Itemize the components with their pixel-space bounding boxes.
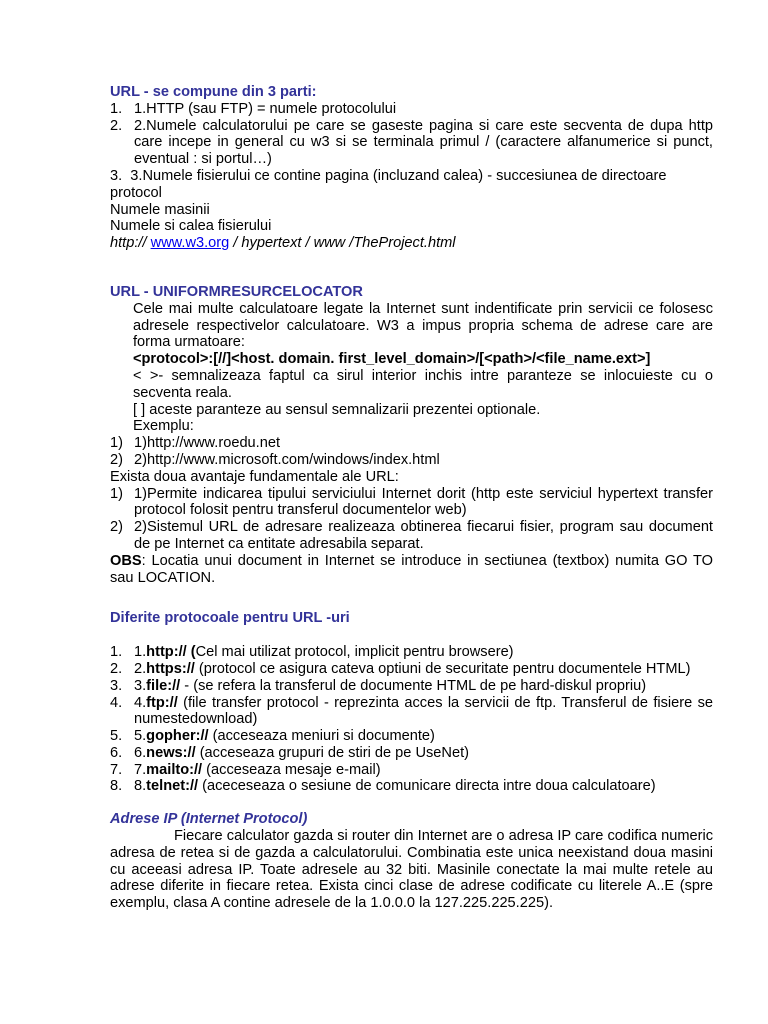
list-item-text: (protocol ce asigura cateva optiuni de securitate pentru documentele HTML)	[194, 660, 691, 677]
list-marker: 5.	[110, 728, 123, 745]
list-marker: 7.	[110, 761, 123, 778]
list-item	[110, 452, 713, 469]
section-title-url-parts: URL - se compune din 3 parti:	[110, 84, 317, 100]
list-marker: 2)	[110, 519, 123, 536]
item-number: 6.	[134, 744, 147, 761]
text-line: protocol	[110, 184, 162, 201]
section-title-url: URL - UNIFORMRESURCELOCATOR	[110, 283, 363, 300]
list-item-text: Cel mai utilizat protocol, implicit pentru browsere)	[195, 644, 514, 661]
list-item-text: - (se refera la transferul de documente HTML de pe hard-diskul propriu)	[180, 677, 647, 694]
list-item	[110, 661, 713, 678]
list-item-3	[110, 168, 713, 185]
list-marker: 8.	[110, 778, 123, 795]
list-marker: 3.	[110, 167, 123, 184]
url-schema: <protocol>:[//]<host. domain. first_level_domain>/[<path>/<file_name.ext>]	[133, 351, 651, 368]
url-parts-list	[110, 101, 713, 168]
list-item-text: 2)http://www.microsoft.com/windows/index.html	[134, 451, 440, 468]
list-marker: 3.	[110, 677, 123, 694]
protocol-name: news://	[146, 744, 196, 761]
section-title-protocols: Diferite protocoale pentru URL -uri	[110, 610, 350, 627]
paragraph: Fiecare calculator gazda si router din Internet are o adresa IP care codifica numeric adresa de retea si de gazda a calculatorului. Combinatia este unica neexistand doua masini cu aceeasi adresa IP. Toate adresele au 32 biti. Masinile conectate la mai multe retele au adrese diferite in fiecare retea. Exista cinci clase de adrese codificate cu literele A..E (spre exemplu, clasa A contine adresele de la 1.0.0.0 la 127.225.225.225).	[110, 828, 713, 912]
list-item	[110, 762, 713, 779]
list-marker: 2.	[110, 660, 123, 677]
list-marker: 1.	[110, 644, 123, 661]
item-number: 3.	[134, 677, 147, 694]
list-marker: 2.	[110, 117, 123, 134]
list-item	[110, 118, 713, 168]
protocol-name: mailto://	[146, 761, 203, 778]
list-item-text: 3.Numele fisierului ce contine pagina (incluzand calea) - succesiunea de directoare	[130, 167, 667, 184]
paragraph: Exista doua avantaje fundamentale ale URL:	[110, 468, 399, 485]
list-item	[110, 745, 713, 762]
example-list	[110, 435, 713, 469]
list-item-text: 1)http://www.roedu.net	[134, 435, 281, 452]
list-marker: 1.	[110, 100, 123, 117]
document-page	[110, 84, 713, 912]
item-number: 7.	[134, 761, 147, 778]
advantages-list	[110, 486, 713, 553]
obs-note	[110, 553, 713, 587]
list-item-text: 1.HTTP (sau FTP) = numele protocolului	[134, 100, 397, 117]
list-item	[110, 435, 713, 452]
url-suffix: / hypertext / www /TheProject.html	[229, 235, 456, 252]
list-item-text: (acceseaza meniuri si documente)	[208, 728, 435, 745]
list-item	[110, 778, 713, 795]
obs-label: OBS	[110, 552, 142, 569]
list-item-text: 2)Sistemul URL de adresare realizeaza obtinerea fiecarui fisier, program sau document de pe Internet ca entitate adresabila separat.	[134, 519, 713, 552]
item-number: 4.	[134, 694, 147, 711]
list-marker: 1)	[110, 435, 123, 452]
item-number: 5.	[134, 728, 147, 745]
list-item	[110, 519, 713, 553]
protocol-name: http:// (	[146, 644, 196, 661]
list-item-text: (file transfer protocol - reprezinta acces la servicii de ftp. Transferul de fisiere se numestedownload)	[134, 694, 713, 728]
protocol-name: file://	[146, 677, 181, 694]
example-label: Exemplu:	[133, 418, 194, 435]
paragraph: [ ] aceste paranteze au sensul semnalizarii prezentei optionale.	[133, 401, 541, 418]
list-item-text: (aceceseaza o sesiune de comunicare directa intre doua calculatoare)	[198, 778, 656, 795]
list-marker: 1)	[110, 485, 123, 502]
paragraph: Cele mai multe calculatoare legate la Internet sunt indentificate prin servicii ce folosesc adresele respectivelor calculatoare. W3 a impus propria schema de adrese care are forma urmatoare:	[133, 300, 713, 351]
section-title-ip: Adrese IP (Internet Protocol)	[110, 811, 308, 828]
list-item-text: (acceseaza grupuri de stiri de pe UseNet)	[195, 744, 469, 761]
list-item-text: 1)Permite indicarea tipului serviciului Internet dorit (http este serviciul hypertext transfer protocol folosit pentru transferul documentelor web)	[134, 485, 713, 519]
protocol-list	[110, 644, 713, 795]
list-item	[110, 695, 713, 729]
list-item	[110, 728, 713, 745]
text-line: Numele si calea fisierului	[110, 218, 272, 235]
protocol-name: telnet://	[146, 778, 199, 795]
protocol-name: gopher://	[146, 728, 209, 745]
item-number: 8.	[134, 778, 147, 795]
text-line: Numele masinii	[110, 201, 210, 218]
list-item-text: 2.Numele calculatorului pe care se gaseste pagina si care este secventa de dupa http care incepe in general cu w3 si se terminala primul / (caractere alfanumerice si punct, eventual : si portul…)	[134, 117, 713, 168]
url-prefix: http://	[110, 235, 147, 252]
item-number: 2.	[134, 660, 147, 677]
list-marker: 6.	[110, 744, 123, 761]
protocol-name: ftp://	[146, 694, 178, 711]
list-item	[110, 486, 713, 520]
protocol-name: https://	[146, 660, 195, 677]
list-marker: 2)	[110, 451, 123, 468]
paragraph: < >- semnalizeaza faptul ca sirul interior inchis intre paranteze se inlocuieste cu o secventa reala.	[133, 367, 713, 401]
obs-text: : Locatia unui document in Internet se introduce in sectiunea (textbox) numita GO TO sau LOCATION.	[110, 552, 713, 586]
w3-link[interactable]: www.w3.org	[150, 235, 230, 252]
list-item	[110, 678, 713, 695]
list-item	[110, 644, 713, 661]
list-item-text: (acceseaza mesaje e-mail)	[202, 761, 381, 778]
item-number: 1.	[134, 644, 147, 661]
list-item	[110, 101, 713, 118]
list-marker: 4.	[110, 694, 123, 711]
example-url-line	[110, 235, 713, 252]
